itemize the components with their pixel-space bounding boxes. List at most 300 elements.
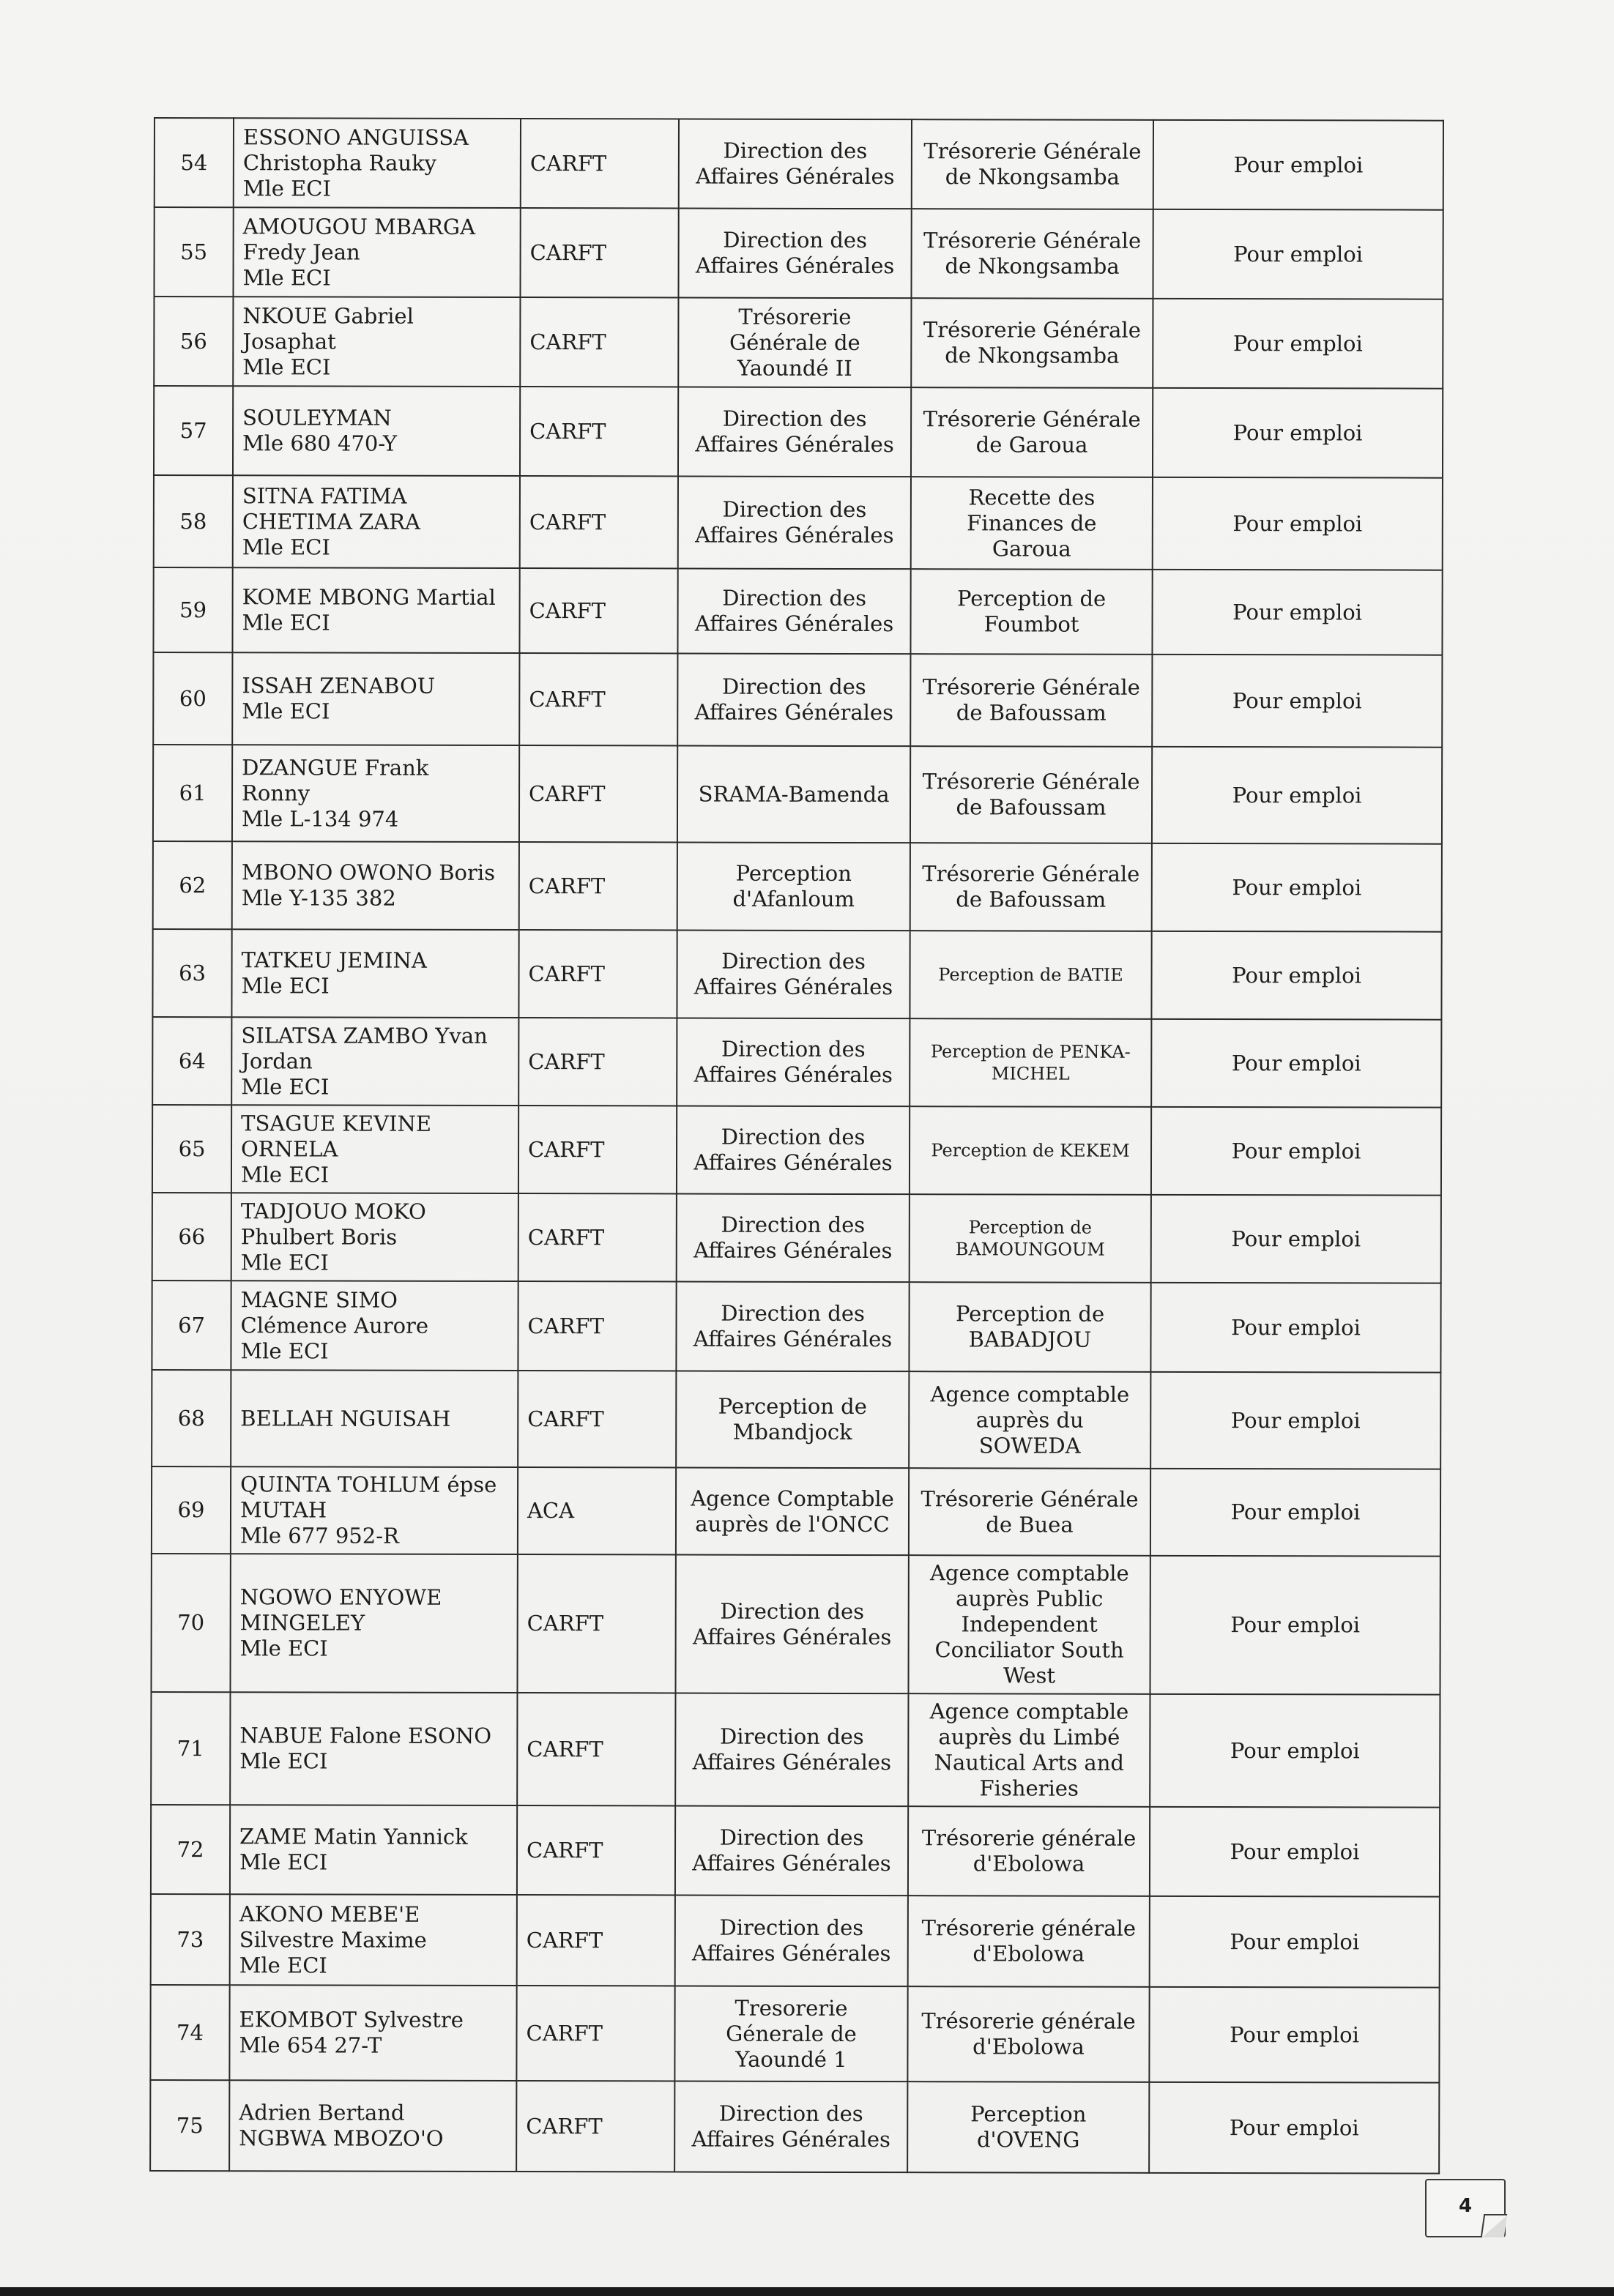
origin-service (679, 119, 912, 209)
row-number: 67 (152, 1281, 231, 1370)
destination-service-line: Perception (970, 2101, 1087, 2127)
observation: Pour emploi (1152, 570, 1442, 655)
agent-name-line: Josaphat (242, 328, 336, 354)
agent-name (232, 652, 519, 745)
origin-service-line: Affaires Générales (695, 522, 894, 548)
agent-name-line: Mle ECI (240, 1338, 329, 1364)
agent-name-line: NGBWA MBOZO'O (239, 2125, 444, 2151)
table-row (154, 475, 1443, 570)
observation: Pour emploi (1152, 843, 1442, 932)
observation: Pour emploi (1151, 1019, 1441, 1108)
destination-service-line: de Bafoussam (956, 700, 1107, 726)
observation: Pour emploi (1149, 1987, 1439, 2083)
observation: Pour emploi (1152, 747, 1442, 844)
origin-service-line: Direction des (721, 948, 866, 974)
row-number: 62 (153, 841, 232, 929)
agent-name-line: ISSAH ZENABOU (242, 673, 436, 698)
destination-service-line: Perception de (968, 1217, 1092, 1238)
origin-service-line: Affaires Générales (693, 1326, 893, 1352)
agent-name (230, 1692, 517, 1805)
row-number: 56 (154, 297, 233, 386)
table-row (152, 929, 1441, 1020)
destination-service-line: de Buea (986, 1511, 1074, 1538)
destination-service-line: de Garoua (975, 432, 1088, 458)
agent-name-line: Mle ECI (239, 1952, 327, 1978)
agent-name-line: QUINTA TOHLUM épse (240, 1472, 497, 1497)
agent-name (230, 1805, 517, 1895)
origin-service-line: Affaires Générales (694, 611, 894, 637)
origin-service (677, 745, 910, 843)
destination-service-line: auprès du (975, 1406, 1084, 1433)
agent-name-line: Mle L-134 974 (241, 805, 399, 832)
observation: Pour emploi (1153, 477, 1443, 570)
destination-service-line: Agence comptable (930, 1381, 1130, 1407)
agent-name-line: Mle ECI (242, 610, 330, 636)
destination-service-line: MICHEL (991, 1063, 1070, 1084)
agent-name-line: AKONO MEBE'E (239, 1901, 420, 1927)
destination-service (910, 1194, 1151, 1283)
observation: Pour emploi (1149, 2082, 1439, 2174)
agent-grade: CARFT (516, 1986, 674, 2081)
destination-service-line: Trésorerie Générale (922, 861, 1140, 887)
agent-name-line: NABUE Falone ESONO (239, 1723, 492, 1748)
origin-service-line: Yaoundé 1 (735, 2046, 847, 2072)
table-row (152, 1281, 1440, 1373)
table-row (153, 567, 1442, 655)
destination-service-line: de Nkongsamba (945, 343, 1120, 368)
agent-name-line: KOME MBONG Martial (242, 584, 496, 610)
destination-service-line: SOWEDA (978, 1432, 1081, 1458)
agent-name (231, 1193, 518, 1281)
destination-service-line: Trésorerie Générale (923, 406, 1141, 432)
origin-service (677, 842, 910, 931)
origin-service-line: Direction des (719, 1915, 864, 1941)
agent-name-line: MUTAH (239, 1497, 327, 1523)
agent-grade: CARFT (519, 653, 677, 745)
destination-service-line: Trésorerie Générale (922, 674, 1140, 700)
agent-name-line: Mle ECI (242, 354, 331, 380)
agent-name-line: Ronny (242, 780, 310, 805)
row-number: 69 (152, 1466, 231, 1554)
agent-name (233, 297, 520, 387)
origin-service-line: Affaires Générales (695, 253, 895, 279)
origin-service (677, 930, 910, 1018)
scan-edge (0, 2287, 1614, 2296)
table-row (153, 652, 1442, 748)
observation: Pour emploi (1150, 1556, 1440, 1695)
origin-service (676, 1371, 909, 1468)
origin-service-line: Direction des (721, 1036, 866, 1062)
destination-service (910, 569, 1152, 655)
observation: Pour emploi (1151, 1107, 1441, 1196)
destination-service-line: Trésorerie générale (921, 1825, 1137, 1851)
origin-service (675, 1895, 908, 1986)
destination-service (910, 746, 1152, 843)
origin-service-line: Perception (735, 860, 852, 886)
origin-service (678, 387, 911, 477)
observation: Pour emploi (1152, 655, 1442, 748)
agent-grade: CARFT (519, 745, 677, 842)
agent-name (231, 1466, 518, 1554)
observation: Pour emploi (1151, 931, 1441, 1020)
origin-service-line: Direction des (719, 1723, 864, 1750)
observation: Pour emploi (1150, 1807, 1440, 1897)
destination-service-line: BABADJOU (968, 1327, 1092, 1352)
agent-name (229, 1985, 516, 2081)
destination-service (910, 931, 1151, 1019)
origin-service-line: Affaires Générales (693, 1149, 893, 1176)
agent-grade: CARFT (516, 2081, 674, 2172)
agent-name-line: TATKEU JEMINA (241, 947, 427, 973)
agent-name-line: EKOMBOT Sylvestre (239, 2007, 464, 2032)
table-row (153, 745, 1442, 844)
row-number: 70 (151, 1554, 230, 1692)
observation: Pour emploi (1150, 1896, 1440, 1988)
origin-service (676, 1467, 909, 1555)
origin-service-line: Affaires Générales (691, 2126, 890, 2152)
row-number: 65 (152, 1105, 231, 1193)
table-row (152, 1370, 1440, 1469)
agent-name-line: SILATSA ZAMBO Yvan (241, 1022, 488, 1048)
destination-service-line: Perception de BATIE (938, 964, 1123, 985)
agent-name (232, 567, 519, 653)
agent-name-line: Mle ECI (239, 1849, 328, 1875)
origin-service-line: Direction des (722, 406, 867, 432)
origin-service (674, 1986, 907, 2081)
agent-name-line: MAGNE SIMO (240, 1286, 398, 1313)
origin-service (677, 654, 910, 747)
observation: Pour emploi (1153, 299, 1443, 389)
origin-service-line: Affaires Générales (693, 1237, 893, 1264)
table-row (152, 1105, 1441, 1196)
observation: Pour emploi (1151, 1195, 1441, 1283)
origin-service-line: Affaires Générales (693, 1062, 893, 1088)
agent-name-line: ZAME Matin Yannick (239, 1824, 468, 1849)
agent-name-line: Mle Y-135 382 (241, 885, 396, 911)
destination-service (907, 1986, 1149, 2082)
table-row (150, 1985, 1439, 2083)
agent-name-line: TADJOUO MOKO (240, 1198, 426, 1224)
agent-name-line: Fredy Jean (242, 239, 360, 265)
destination-service (911, 298, 1153, 388)
agent-name-line: Clémence Aurore (240, 1312, 429, 1338)
row-number: 54 (155, 118, 234, 207)
agent-name-line: Silvestre Maxime (239, 1926, 427, 1953)
origin-service-line: Direction des (718, 2101, 863, 2127)
agent-name-line: Mle ECI (239, 1636, 328, 1661)
row-number: 63 (152, 929, 231, 1017)
destination-service-line: Recette des (968, 484, 1096, 510)
destination-service (910, 1106, 1151, 1195)
destination-service-line: de Bafoussam (956, 794, 1107, 820)
origin-service-line: Direction des (722, 585, 867, 611)
origin-service-line: Affaires Générales (695, 431, 894, 458)
destination-service-line: auprès Public (956, 1586, 1104, 1611)
page-corner-fold-icon (1481, 2214, 1507, 2237)
agent-name (233, 207, 520, 297)
agent-name-line: TSAGUE KEVINE (241, 1110, 432, 1136)
destination-service (908, 1896, 1150, 1987)
destination-service-line: d'Ebolowa (973, 1941, 1085, 1967)
origin-service (676, 1281, 909, 1371)
page-number: 4 (1458, 2195, 1473, 2217)
destination-service (909, 1371, 1150, 1469)
destination-service (910, 654, 1152, 747)
destination-service-line: Garoua (992, 535, 1071, 562)
origin-service-line: Génerale de (726, 2021, 857, 2046)
destination-service (910, 1018, 1151, 1107)
agent-grade: CARFT (520, 208, 678, 297)
agent-name (230, 1894, 517, 1986)
origin-service (677, 1193, 910, 1282)
agent-grade: CARFT (518, 1018, 677, 1106)
destination-service (910, 843, 1152, 931)
origin-service-line: Agence Comptable (691, 1486, 894, 1511)
observation: Pour emploi (1150, 1469, 1440, 1557)
agent-name-line: Mle 680 470-Y (242, 430, 398, 456)
agent-name (231, 1281, 518, 1371)
table-row (151, 1894, 1440, 1988)
origin-service-line: Direction des (722, 496, 867, 523)
origin-service-line: Direction des (721, 1124, 866, 1150)
origin-service-line: Mbandjock (732, 1419, 852, 1445)
agent-name-line: ORNELA (241, 1136, 338, 1162)
agent-name-line: Adrien Bertand (239, 2100, 405, 2125)
origin-service (675, 1693, 908, 1806)
destination-service-line: Finances de (967, 510, 1097, 536)
agent-name (232, 841, 519, 930)
destination-service-line: Nautical Arts and (934, 1750, 1125, 1775)
observation: Pour emploi (1150, 1283, 1440, 1373)
table-row (151, 1805, 1440, 1897)
origin-service-line: Affaires Générales (692, 1850, 891, 1876)
row-number: 64 (152, 1017, 231, 1105)
agent-grade: CARFT (519, 568, 677, 653)
origin-service (675, 1805, 908, 1896)
destination-service (911, 387, 1153, 477)
agent-grade: CARFT (517, 1693, 675, 1805)
origin-service-line: Affaires Générales (694, 699, 894, 726)
row-number: 66 (152, 1193, 231, 1281)
agent-name (229, 2080, 516, 2172)
destination-service-line: Trésorerie générale (921, 2008, 1136, 2034)
origin-service (677, 1106, 910, 1194)
origin-service (678, 209, 911, 299)
agent-name-line: MINGELEY (239, 1610, 365, 1636)
origin-service-line: SRAMA-Bamenda (698, 781, 890, 807)
origin-service (674, 2081, 907, 2172)
agent-name-line: Mle ECI (242, 534, 330, 560)
agent-grade: CARFT (517, 1554, 675, 1693)
observation: Pour emploi (1153, 388, 1443, 478)
origin-service-line: Direction des (721, 674, 866, 700)
agent-name-line: Mle 654 27-T (239, 2032, 382, 2058)
agent-name-line: CHETIMA ZARA (242, 508, 421, 534)
observation: Pour emploi (1150, 1372, 1440, 1469)
origin-service-line: Tresorerie (735, 1995, 848, 2021)
destination-service (908, 1555, 1150, 1694)
agent-name-line: AMOUGOU MBARGA (242, 213, 476, 239)
agent-name-line: MBONO OWONO Boris (241, 860, 496, 885)
agent-name-line: SOULEYMAN (242, 405, 392, 430)
table-row (152, 1193, 1441, 1283)
origin-service-line: Direction des (723, 227, 868, 253)
origin-service-line: Perception de (718, 1393, 867, 1420)
destination-service-line: Perception de (955, 1301, 1105, 1327)
agent-name-line: Mle 677 952-R (239, 1523, 399, 1548)
destination-service (909, 1468, 1150, 1556)
destination-service-line: BAMOUNGOUM (955, 1239, 1105, 1260)
agent-grade: CARFT (520, 476, 678, 568)
agent-grade: ACA (518, 1467, 676, 1554)
table-row (150, 2080, 1439, 2174)
agent-name-line: Mle ECI (240, 1249, 329, 1275)
table-row (153, 841, 1442, 932)
agent-name (233, 475, 520, 568)
row-number: 59 (153, 567, 232, 652)
agent-name (232, 745, 519, 842)
agent-name-line: ESSONO ANGUISSA (242, 124, 469, 150)
row-number: 60 (153, 652, 232, 745)
agent-name-line: Mle ECI (241, 973, 330, 999)
agent-name (231, 1370, 518, 1467)
table-row (155, 118, 1443, 210)
origin-service-line: Yaoundé II (737, 355, 852, 381)
agent-name-line: Christopha Rauky (242, 149, 437, 176)
agent-name (231, 1017, 518, 1106)
table-body (150, 118, 1443, 2174)
destination-service-line: de Nkongsamba (945, 253, 1120, 279)
destination-service-line: de Bafoussam (956, 887, 1107, 912)
origin-service-line: Direction des (720, 1598, 865, 1624)
table-row (151, 1554, 1440, 1695)
origin-service (677, 1018, 910, 1106)
table-row (151, 1692, 1440, 1808)
row-number: 58 (154, 475, 233, 567)
destination-service-line: Trésorerie Générale (921, 1486, 1139, 1512)
row-number: 73 (151, 1894, 230, 1985)
destination-service-line: Trésorerie Générale (923, 228, 1142, 253)
destination-service-line: Agence comptable (929, 1699, 1129, 1724)
destination-service-line: Trésorerie générale (921, 1915, 1137, 1941)
table-row (154, 297, 1443, 389)
destination-service-line: Trésorerie Générale (923, 317, 1141, 343)
destination-service (908, 1806, 1150, 1896)
origin-service-line: Affaires Générales (692, 1940, 891, 1967)
agent-name (234, 118, 521, 208)
row-number: 72 (151, 1805, 230, 1894)
origin-service-line: Direction des (723, 138, 868, 164)
destination-service-line: Independent (961, 1611, 1098, 1637)
destination-service-line: de Nkongsamba (945, 164, 1120, 190)
destination-service-line: Perception de (956, 586, 1107, 611)
destination-service (907, 2081, 1149, 2173)
destination-service-line: Agence comptable (929, 1560, 1129, 1586)
observation: Pour emploi (1153, 120, 1443, 210)
page-number-box (1425, 2179, 1506, 2237)
origin-service-line: d'Afanloum (732, 886, 855, 912)
origin-service-line: Direction des (721, 1212, 866, 1238)
agent-grade: CARFT (518, 1371, 676, 1467)
destination-service (911, 477, 1153, 570)
agent-name-line: Mle ECI (239, 1748, 328, 1774)
agent-name-line: Mle ECI (242, 175, 332, 201)
agent-name (231, 1105, 518, 1193)
agent-grade: CARFT (520, 387, 678, 476)
agent-name-line: Mle ECI (241, 1073, 330, 1100)
origin-service-line: Générale de (729, 329, 860, 355)
destination-service (911, 209, 1153, 299)
row-number: 61 (153, 745, 232, 841)
agent-name-line: SITNA FATIMA (242, 482, 407, 509)
agent-grade: CARFT (518, 1106, 677, 1193)
agent-grade: CARFT (517, 1805, 675, 1895)
origin-service-line: Affaires Générales (696, 163, 895, 190)
agent-grade: CARFT (521, 119, 679, 208)
destination-service-line: d'Ebolowa (973, 2034, 1085, 2060)
destination-service-line: d'OVENG (976, 2127, 1080, 2152)
agent-name-line: NGOWO ENYOWE (239, 1584, 442, 1610)
origin-service-line: Direction des (721, 1300, 865, 1327)
row-number: 75 (150, 2080, 229, 2171)
agent-name-line: DZANGUE Frank (242, 754, 429, 780)
observation: Pour emploi (1150, 1694, 1440, 1808)
observation: Pour emploi (1153, 209, 1443, 299)
agent-name-line: Phulbert Boris (240, 1223, 398, 1250)
agent-name (233, 386, 520, 476)
destination-service-line: Fisheries (979, 1775, 1079, 1801)
agent-grade: CARFT (520, 297, 678, 387)
origin-service-line: Affaires Générales (692, 1624, 892, 1650)
agent-grade: CARFT (517, 1895, 675, 1986)
destination-service-line: Foumbot (983, 611, 1079, 637)
row-number: 71 (151, 1692, 230, 1805)
destination-service (909, 1282, 1150, 1372)
origin-service-line: Trésorerie (738, 304, 852, 329)
row-number: 55 (154, 207, 233, 297)
table-row (154, 386, 1443, 478)
table-row (154, 207, 1443, 299)
agent-name-line: Mle ECI (240, 1161, 330, 1188)
agent-name-line: Mle ECI (242, 698, 330, 724)
agent-grade: CARFT (518, 930, 677, 1018)
row-number: 57 (154, 386, 233, 475)
agent-grade: CARFT (518, 1193, 677, 1281)
origin-service (677, 569, 910, 655)
table-row (152, 1017, 1441, 1108)
destination-service (908, 1693, 1150, 1807)
row-number: 74 (150, 1985, 229, 2080)
origin-service-line: auprès de l'ONCC (695, 1511, 890, 1537)
agent-name (231, 929, 518, 1018)
destination-service-line: Perception de KEKEM (931, 1140, 1130, 1161)
agent-name-line: Jordan (241, 1048, 313, 1073)
agent-name (230, 1554, 517, 1693)
destination-service-line: Perception de PENKA- (930, 1041, 1131, 1062)
destination-service-line: Trésorerie Générale (922, 769, 1140, 794)
agent-name-line: Mle ECI (242, 264, 331, 291)
staff-assignment-table-wrapper (149, 117, 1443, 2174)
agent-grade: CARFT (519, 842, 677, 930)
destination-service-line: Conciliator South (934, 1637, 1124, 1663)
origin-service (678, 477, 911, 570)
origin-service-line: Affaires Générales (692, 1749, 892, 1775)
destination-service (912, 119, 1153, 209)
origin-service-line: Direction des (719, 1824, 864, 1851)
origin-service-line: Affaires Générales (693, 974, 893, 1000)
row-number: 68 (152, 1370, 231, 1466)
table-row (152, 1466, 1440, 1557)
